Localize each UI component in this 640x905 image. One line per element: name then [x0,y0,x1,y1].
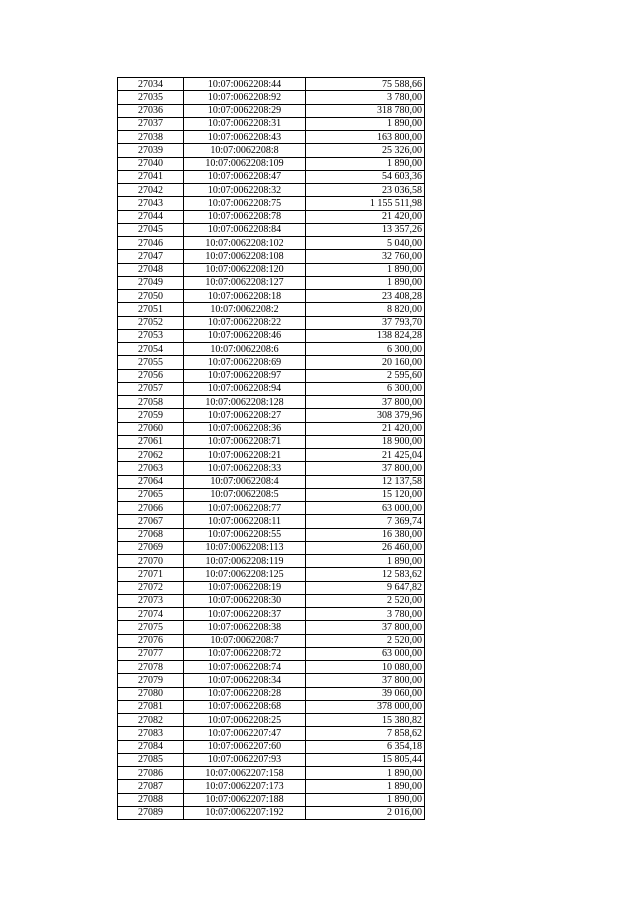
amount-cell: 1 890,00 [306,555,425,568]
table-row [118,435,425,448]
cadastral-number-cell: 10:07:0062208:127 [184,276,306,289]
amount-cell: 37 793,70 [306,316,425,329]
table-row [118,647,425,660]
row-number-cell: 27056 [118,369,184,382]
cadastral-number-cell: 10:07:0062208:78 [184,210,306,223]
ledger-table-body [118,78,425,820]
cadastral-number-cell: 10:07:0062207:192 [184,806,306,819]
cadastral-number-cell: 10:07:0062208:71 [184,435,306,448]
amount-cell: 15 805,44 [306,753,425,766]
table-row [118,475,425,488]
row-number-cell: 27041 [118,170,184,183]
row-number-cell: 27040 [118,157,184,170]
row-number-cell: 27046 [118,237,184,250]
table-row [118,170,425,183]
row-number-cell: 27083 [118,727,184,740]
cadastral-number-cell: 10:07:0062208:125 [184,568,306,581]
cadastral-number-cell: 10:07:0062208:94 [184,382,306,395]
cadastral-number-cell: 10:07:0062208:30 [184,594,306,607]
amount-cell: 54 603,36 [306,170,425,183]
table-row [118,621,425,634]
cadastral-number-cell: 10:07:0062208:22 [184,316,306,329]
row-number-cell: 27051 [118,303,184,316]
row-number-cell: 27076 [118,634,184,647]
amount-cell: 21 425,04 [306,449,425,462]
amount-cell: 8 820,00 [306,303,425,316]
table-row [118,237,425,250]
cadastral-number-cell: 10:07:0062207:93 [184,753,306,766]
row-number-cell: 27043 [118,197,184,210]
amount-cell: 9 647,82 [306,581,425,594]
table-row [118,502,425,515]
table-row [118,528,425,541]
cadastral-number-cell: 10:07:0062207:60 [184,740,306,753]
table-row [118,714,425,727]
row-number-cell: 27078 [118,661,184,674]
table-row [118,634,425,647]
amount-cell: 37 800,00 [306,462,425,475]
table-row [118,780,425,793]
row-number-cell: 27058 [118,396,184,409]
table-row [118,581,425,594]
row-number-cell: 27050 [118,290,184,303]
table-row [118,767,425,780]
table-row [118,740,425,753]
table-row [118,276,425,289]
row-number-cell: 27079 [118,674,184,687]
table-row [118,250,425,263]
row-number-cell: 27080 [118,687,184,700]
cadastral-number-cell: 10:07:0062208:97 [184,369,306,382]
cadastral-number-cell: 10:07:0062208:44 [184,78,306,91]
cadastral-number-cell: 10:07:0062208:69 [184,356,306,369]
amount-cell: 2 016,00 [306,806,425,819]
cadastral-number-cell: 10:07:0062208:128 [184,396,306,409]
cadastral-number-cell: 10:07:0062208:113 [184,541,306,554]
table-row [118,263,425,276]
cadastral-number-cell: 10:07:0062208:37 [184,608,306,621]
row-number-cell: 27066 [118,502,184,515]
cadastral-number-cell: 10:07:0062208:25 [184,714,306,727]
amount-cell: 2 595,60 [306,369,425,382]
amount-cell: 25 326,00 [306,144,425,157]
cadastral-number-cell: 10:07:0062208:29 [184,104,306,117]
table-row [118,223,425,236]
row-number-cell: 27068 [118,528,184,541]
cadastral-number-cell: 10:07:0062208:43 [184,131,306,144]
amount-cell: 39 060,00 [306,687,425,700]
amount-cell: 10 080,00 [306,661,425,674]
row-number-cell: 27035 [118,91,184,104]
amount-cell: 1 890,00 [306,276,425,289]
row-number-cell: 27077 [118,647,184,660]
amount-cell: 1 890,00 [306,793,425,806]
table-row [118,568,425,581]
row-number-cell: 27072 [118,581,184,594]
amount-cell: 3 780,00 [306,91,425,104]
row-number-cell: 27067 [118,515,184,528]
cadastral-number-cell: 10:07:0062208:2 [184,303,306,316]
cadastral-number-cell: 10:07:0062208:31 [184,117,306,130]
row-number-cell: 27038 [118,131,184,144]
amount-cell: 18 900,00 [306,435,425,448]
table-row [118,661,425,674]
table-row [118,793,425,806]
row-number-cell: 27036 [118,104,184,117]
row-number-cell: 27074 [118,608,184,621]
amount-cell: 63 000,00 [306,502,425,515]
row-number-cell: 27037 [118,117,184,130]
table-row [118,396,425,409]
cadastral-number-cell: 10:07:0062208:5 [184,488,306,501]
amount-cell: 12 137,58 [306,475,425,488]
row-number-cell: 27063 [118,462,184,475]
table-row [118,78,425,91]
cadastral-number-cell: 10:07:0062208:119 [184,555,306,568]
cadastral-number-cell: 10:07:0062207:173 [184,780,306,793]
amount-cell: 37 800,00 [306,674,425,687]
cadastral-number-cell: 10:07:0062208:8 [184,144,306,157]
amount-cell: 163 800,00 [306,131,425,144]
row-number-cell: 27073 [118,594,184,607]
cadastral-number-cell: 10:07:0062208:28 [184,687,306,700]
row-number-cell: 27048 [118,263,184,276]
amount-cell: 21 420,00 [306,422,425,435]
cadastral-number-cell: 10:07:0062208:7 [184,634,306,647]
table-row [118,555,425,568]
row-number-cell: 27039 [118,144,184,157]
table-row [118,184,425,197]
cadastral-number-cell: 10:07:0062208:77 [184,502,306,515]
amount-cell: 15 380,82 [306,714,425,727]
cadastral-number-cell: 10:07:0062208:84 [184,223,306,236]
amount-cell: 2 520,00 [306,634,425,647]
table-row [118,144,425,157]
table-row [118,356,425,369]
table-row [118,131,425,144]
cadastral-number-cell: 10:07:0062207:47 [184,727,306,740]
table-row [118,382,425,395]
row-number-cell: 27047 [118,250,184,263]
table-row [118,488,425,501]
table-row [118,329,425,342]
cadastral-number-cell: 10:07:0062208:72 [184,647,306,660]
row-number-cell: 27059 [118,409,184,422]
table-row [118,541,425,554]
cadastral-number-cell: 10:07:0062208:55 [184,528,306,541]
table-row [118,753,425,766]
row-number-cell: 27087 [118,780,184,793]
amount-cell: 21 420,00 [306,210,425,223]
row-number-cell: 27062 [118,449,184,462]
cadastral-number-cell: 10:07:0062208:46 [184,329,306,342]
table-row [118,157,425,170]
cadastral-number-cell: 10:07:0062208:47 [184,170,306,183]
cadastral-number-cell: 10:07:0062208:120 [184,263,306,276]
table-row [118,727,425,740]
cadastral-number-cell: 10:07:0062208:18 [184,290,306,303]
table-row [118,409,425,422]
table-row [118,674,425,687]
table-row [118,687,425,700]
amount-cell: 138 824,28 [306,329,425,342]
table-row [118,369,425,382]
amount-cell: 6 300,00 [306,382,425,395]
cadastral-number-cell: 10:07:0062208:19 [184,581,306,594]
table-row [118,700,425,713]
amount-cell: 12 583,62 [306,568,425,581]
table-row [118,515,425,528]
amount-cell: 37 800,00 [306,621,425,634]
amount-cell: 3 780,00 [306,608,425,621]
amount-cell: 1 890,00 [306,780,425,793]
cadastral-number-cell: 10:07:0062208:6 [184,343,306,356]
amount-cell: 7 369,74 [306,515,425,528]
amount-cell: 26 460,00 [306,541,425,554]
amount-cell: 6 300,00 [306,343,425,356]
row-number-cell: 27055 [118,356,184,369]
row-number-cell: 27061 [118,435,184,448]
table-row [118,316,425,329]
row-number-cell: 27042 [118,184,184,197]
table-row [118,303,425,316]
table-row [118,91,425,104]
amount-cell: 378 000,00 [306,700,425,713]
row-number-cell: 27045 [118,223,184,236]
cadastral-number-cell: 10:07:0062208:92 [184,91,306,104]
table-row [118,104,425,117]
cadastral-number-cell: 10:07:0062208:102 [184,237,306,250]
table-row [118,197,425,210]
cadastral-number-cell: 10:07:0062208:27 [184,409,306,422]
cadastral-number-cell: 10:07:0062208:21 [184,449,306,462]
row-number-cell: 27086 [118,767,184,780]
row-number-cell: 27049 [118,276,184,289]
row-number-cell: 27089 [118,806,184,819]
cadastral-number-cell: 10:07:0062208:108 [184,250,306,263]
row-number-cell: 27084 [118,740,184,753]
cadastral-number-cell: 10:07:0062208:109 [184,157,306,170]
row-number-cell: 27054 [118,343,184,356]
cadastral-number-cell: 10:07:0062208:74 [184,661,306,674]
amount-cell: 23 036,58 [306,184,425,197]
cadastral-number-cell: 10:07:0062208:36 [184,422,306,435]
row-number-cell: 27075 [118,621,184,634]
amount-cell: 32 760,00 [306,250,425,263]
amount-cell: 75 588,66 [306,78,425,91]
amount-cell: 308 379,96 [306,409,425,422]
amount-cell: 16 380,00 [306,528,425,541]
row-number-cell: 27085 [118,753,184,766]
row-number-cell: 27070 [118,555,184,568]
table-row [118,806,425,819]
row-number-cell: 27044 [118,210,184,223]
cadastral-number-cell: 10:07:0062207:188 [184,793,306,806]
amount-cell: 37 800,00 [306,396,425,409]
table-row [118,290,425,303]
cadastral-number-cell: 10:07:0062208:4 [184,475,306,488]
amount-cell: 7 858,62 [306,727,425,740]
amount-cell: 1 890,00 [306,767,425,780]
amount-cell: 15 120,00 [306,488,425,501]
amount-cell: 318 780,00 [306,104,425,117]
table-row [118,449,425,462]
cadastral-number-cell: 10:07:0062207:158 [184,767,306,780]
amount-cell: 5 040,00 [306,237,425,250]
row-number-cell: 27065 [118,488,184,501]
row-number-cell: 27082 [118,714,184,727]
cadastral-number-cell: 10:07:0062208:34 [184,674,306,687]
row-number-cell: 27081 [118,700,184,713]
table-row [118,422,425,435]
row-number-cell: 27052 [118,316,184,329]
amount-cell: 1 890,00 [306,263,425,276]
row-number-cell: 27064 [118,475,184,488]
row-number-cell: 27069 [118,541,184,554]
amount-cell: 1 890,00 [306,117,425,130]
amount-cell: 1 890,00 [306,157,425,170]
row-number-cell: 27034 [118,78,184,91]
table-row [118,594,425,607]
cadastral-number-cell: 10:07:0062208:11 [184,515,306,528]
amount-cell: 20 160,00 [306,356,425,369]
amount-cell: 2 520,00 [306,594,425,607]
cadastral-number-cell: 10:07:0062208:38 [184,621,306,634]
row-number-cell: 27053 [118,329,184,342]
amount-cell: 6 354,18 [306,740,425,753]
row-number-cell: 27060 [118,422,184,435]
cadastral-number-cell: 10:07:0062208:68 [184,700,306,713]
amount-cell: 23 408,28 [306,290,425,303]
table-row [118,210,425,223]
row-number-cell: 27088 [118,793,184,806]
row-number-cell: 27071 [118,568,184,581]
amount-cell: 1 155 511,98 [306,197,425,210]
cadastral-number-cell: 10:07:0062208:32 [184,184,306,197]
cadastral-number-cell: 10:07:0062208:33 [184,462,306,475]
row-number-cell: 27057 [118,382,184,395]
ledger-table [117,77,425,820]
table-row [118,608,425,621]
cadastral-number-cell: 10:07:0062208:75 [184,197,306,210]
amount-cell: 63 000,00 [306,647,425,660]
amount-cell: 13 357,26 [306,223,425,236]
table-row [118,343,425,356]
table-row [118,462,425,475]
table-row [118,117,425,130]
